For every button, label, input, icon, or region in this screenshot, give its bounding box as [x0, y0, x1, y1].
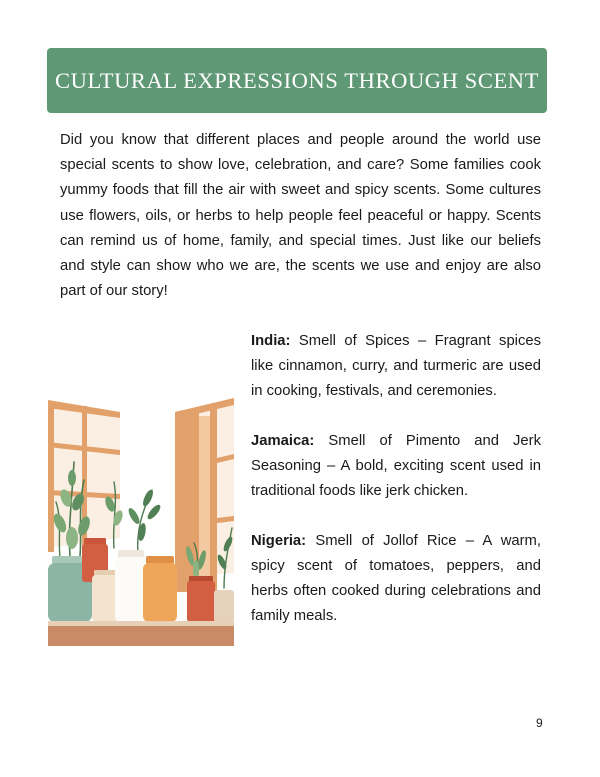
region-name: Jamaica:	[251, 433, 315, 449]
window-herbs-illustration	[48, 398, 234, 646]
region-description: Smell of Pimento and Jerk Seasoning – A bold, exciting scent used in traditional foods like jerk chicken.	[251, 433, 541, 499]
intro-paragraph: Did you know that different places and people around the world use special scents to show love, celebration, and care? Some families cook yummy foods that fill the air with sweet and spicy scents. Some cultures use flowers, oils, or herbs to help people feel peaceful or happy. Scents can remind us of home, family, and special times. Just like our beliefs and style can show who we are, the scents we use and enjoy are also part of our story!	[60, 132, 541, 300]
shelf	[48, 621, 234, 646]
region-description: Smell of Spices – Fragrant spices like cinnamon, curry, and turmeric are used in cooking, festivals, and ceremonies.	[251, 333, 541, 399]
region-india	[251, 329, 541, 404]
page-number: 9	[536, 716, 543, 730]
page-title: CULTURAL EXPRESSIONS THROUGH SCENT	[54, 67, 539, 93]
region-name: India:	[251, 333, 291, 349]
title-banner	[47, 48, 547, 113]
region-list	[251, 329, 541, 654]
region-jamaica	[251, 429, 541, 504]
region-nigeria	[251, 529, 541, 629]
region-name: Nigeria:	[251, 533, 307, 549]
region-description: Smell of Jollof Rice – A warm, spicy scent of tomatoes, peppers, and herbs often cooked during celebrations and family meals.	[251, 533, 541, 624]
